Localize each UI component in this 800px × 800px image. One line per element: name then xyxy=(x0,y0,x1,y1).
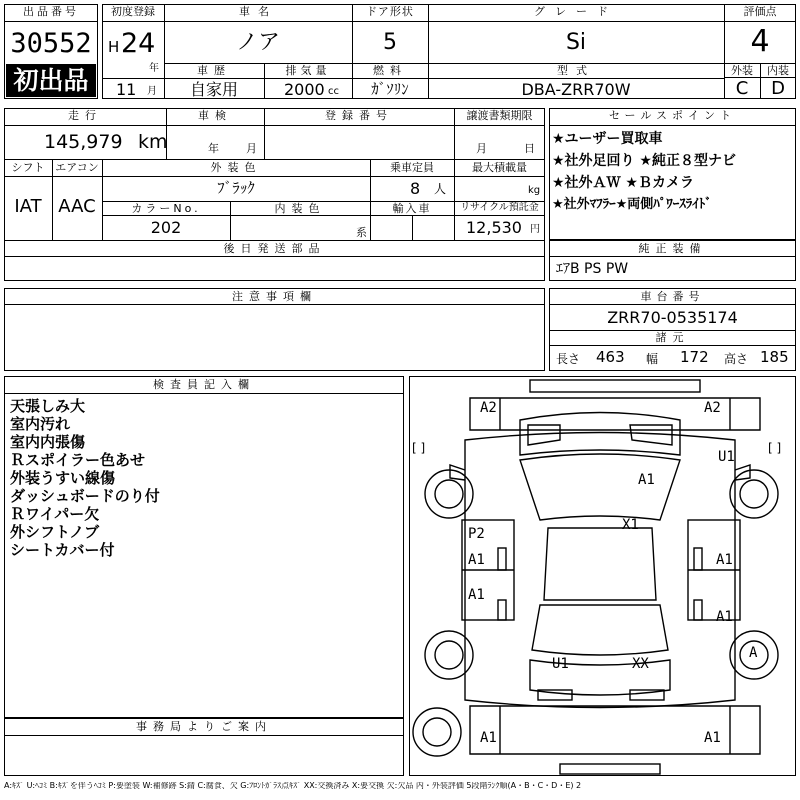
exterior-label: 外装 xyxy=(731,64,753,77)
chassis-title: 車台番号 xyxy=(640,290,705,303)
sales-point-line: ★社外足回り ★純正８型ナビ xyxy=(552,153,736,169)
first-listing-label: 初出品 xyxy=(13,66,89,95)
dims-title: 諸元 xyxy=(655,331,690,344)
month-unit: 月 xyxy=(147,86,157,97)
reg-year: 24 xyxy=(121,28,156,59)
inspection-label: 車検 xyxy=(198,109,232,122)
doors-label: ドア形状 xyxy=(366,5,414,18)
reg-label: 初度登録 xyxy=(111,5,155,18)
inspector-note-line: ダッシュボードのり付 xyxy=(10,487,160,505)
displacement-unit: cc xyxy=(328,86,339,97)
capacity-unit: 人 xyxy=(434,182,447,196)
damage-mark: A2 xyxy=(704,400,721,416)
year-unit: 年 xyxy=(149,63,159,74)
damage-mark: P2 xyxy=(468,526,485,542)
color-no-label: カラーNo. xyxy=(131,202,201,215)
displacement-label: 排気量 xyxy=(285,64,331,77)
mileage-unit: km xyxy=(138,131,168,153)
damage-mark: A1 xyxy=(704,730,721,746)
color-no: 202 xyxy=(150,218,182,237)
color-label: 外装色 xyxy=(210,161,262,174)
int-color-suffix: 系 xyxy=(356,226,367,239)
bracket-left: [ ] xyxy=(412,441,426,455)
shift: IAT xyxy=(14,196,42,217)
lot-label: 出品番号 xyxy=(23,5,79,18)
equipment-value: ｴｱB PS PW xyxy=(556,261,629,277)
damage-mark: A1 xyxy=(716,609,733,625)
damage-mark: X1 xyxy=(622,517,639,533)
height-label: 高さ xyxy=(724,352,749,366)
height-value: 185 xyxy=(760,348,789,366)
grade: Si xyxy=(565,30,587,55)
inspector-note-line: シートカバー付 xyxy=(10,541,115,559)
transfer-month-unit: 月 xyxy=(476,142,487,155)
era: H xyxy=(108,38,120,56)
inspector-note-line: 室内内張傷 xyxy=(10,433,86,451)
width-value: 172 xyxy=(680,348,709,366)
sales-point-line: ★社外ＡＷ ★Ｂカメラ xyxy=(552,175,694,191)
mileage-label: 走行 xyxy=(68,109,102,122)
damage-mark: XX xyxy=(632,656,649,672)
ac-label: エアコン xyxy=(55,161,99,174)
width-label: 幅 xyxy=(646,352,659,366)
transfer-label: 譲渡書類期限 xyxy=(466,109,533,122)
displacement: 2000 xyxy=(284,80,325,99)
int-color-label: 内装色 xyxy=(274,202,326,215)
import-label: 輸入車 xyxy=(392,202,432,215)
fuel-label: 燃料 xyxy=(373,64,407,77)
damage-mark: A1 xyxy=(638,472,655,488)
interior-grade: D xyxy=(771,78,785,99)
equipment-title: 純正装備 xyxy=(638,242,707,255)
mileage: 145,979 xyxy=(44,131,123,153)
color: ﾌﾞﾗｯｸ xyxy=(217,179,255,197)
lot-number: 30552 xyxy=(10,28,92,59)
doors: 5 xyxy=(383,30,397,55)
plate-label: 登録番号 xyxy=(325,109,393,122)
load-unit: kg xyxy=(528,185,541,196)
chassis-number: ZRR70-0535174 xyxy=(607,308,738,327)
length-value: 463 xyxy=(596,348,625,366)
load-label: 最大積載量 xyxy=(472,161,527,174)
damage-mark: A xyxy=(749,645,758,661)
exterior-grade: C xyxy=(735,78,749,99)
recycle: 12,530 xyxy=(466,218,522,237)
notes-title: 注意事項欄 xyxy=(232,290,317,303)
inspector-note-line: 外装うすい線傷 xyxy=(10,469,116,487)
damage-mark: A2 xyxy=(480,400,497,416)
grade-label: グレード xyxy=(534,5,618,18)
shift-label: シフト xyxy=(11,161,45,174)
sales-points-title: セールスポイント xyxy=(608,109,736,122)
inspector-note-line: 天張しみ大 xyxy=(10,397,86,415)
score-label: 評価点 xyxy=(743,5,777,18)
inspector-title: 検査員記入欄 xyxy=(153,378,255,391)
score: 4 xyxy=(750,24,770,59)
transfer-day-unit: 日 xyxy=(524,142,535,155)
office-title: 事務局よりご案内 xyxy=(136,720,272,733)
damage-mark: A1 xyxy=(468,587,485,603)
later-parts-title: 後日発送部品 xyxy=(223,242,326,255)
damage-mark: U1 xyxy=(552,656,569,672)
fuel: ｶﾞｿﾘﾝ xyxy=(371,80,409,98)
history: 自家用 xyxy=(189,80,238,99)
ac: AAC xyxy=(58,196,96,217)
history-label: 車歴 xyxy=(197,64,231,77)
reg-month: 11 xyxy=(116,80,137,99)
length-label: 長さ xyxy=(556,352,581,366)
damage-mark: A1 xyxy=(468,552,485,568)
insp-month-unit: 月 xyxy=(246,142,257,155)
inspector-note-line: 室内汚れ xyxy=(10,415,71,433)
sales-point-line: ★ユーザー買取車 xyxy=(552,131,663,147)
car-name: ノア xyxy=(235,30,280,55)
sales-point-line: ★社外ﾏﾌﾗｰ★両側ﾊﾟﾜｰｽﾗｲﾄﾞ xyxy=(552,197,712,212)
inspector-note-line: Ｒスポイラー色あせ xyxy=(10,451,146,469)
damage-mark: U1 xyxy=(718,449,735,465)
inspector-note-line: 外シフトノブ xyxy=(10,523,100,541)
recycle-unit: 円 xyxy=(530,224,540,235)
capacity: 8 xyxy=(410,179,421,198)
legend: A:ｷｽﾞ U:ﾍｺﾐ B:ｷｽﾞを伴うﾍｺﾐ P:要塗装 W:補修跡 S:錆 C:腐食、欠 G:ﾌﾛﾝﾄｶﾞﾗｽ点ｷｽﾞ XX:交換済み X:要交換 欠:欠品 内・外装評価 5段階ﾗﾝｸ順(A・B・C・D・E) 2 xyxy=(4,782,582,790)
damage-mark: A1 xyxy=(716,552,733,568)
inspector-note-line: Ｒワイパー欠 xyxy=(10,505,100,523)
recycle-label: リサイクル預託金 xyxy=(460,202,539,213)
car-name-label: 車名 xyxy=(239,5,277,18)
damage-mark: A1 xyxy=(480,730,497,746)
capacity-label: 乗車定員 xyxy=(390,161,434,174)
model-label: 型式 xyxy=(557,64,595,77)
interior-label: 内装 xyxy=(767,64,789,77)
model: DBA-ZRR70W xyxy=(521,80,631,99)
insp-year-unit: 年 xyxy=(208,142,219,155)
bracket-right: [ ] xyxy=(768,441,782,455)
